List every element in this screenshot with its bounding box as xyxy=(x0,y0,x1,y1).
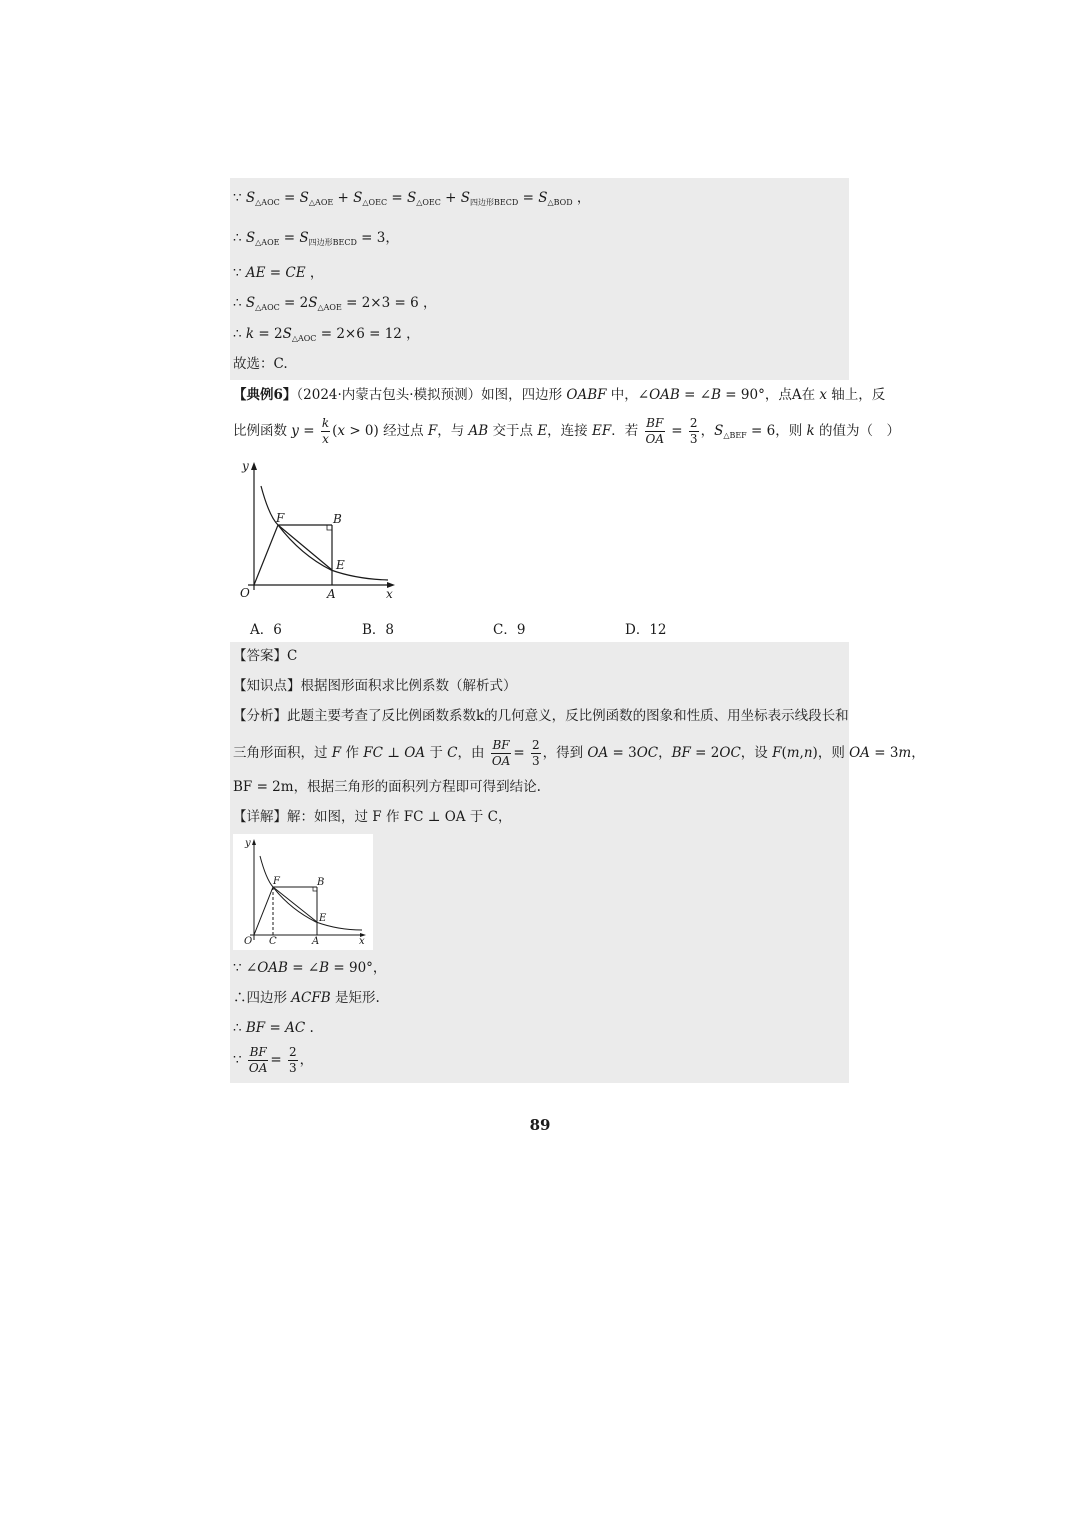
fig2-segment-FE xyxy=(273,887,317,922)
knowledge-line xyxy=(233,676,517,696)
fig1-segment-FE xyxy=(278,525,332,570)
fig2-label-C: C xyxy=(269,936,277,947)
analysis-line1 xyxy=(233,706,849,726)
detail-line xyxy=(233,807,511,827)
fig2-curve xyxy=(260,856,362,930)
page-number: 89 xyxy=(529,1116,551,1134)
fig2-label-O: O xyxy=(244,936,253,947)
question-line1: 【典例6】（2024·内蒙古包头·模拟预测）如图，四边形 OABF 中，∠OAB = ∠B = 90°，点A在 x 轴上，反 xyxy=(233,387,886,403)
fig1-segment-OF xyxy=(254,525,278,585)
figure-2 xyxy=(238,836,370,948)
fig2-segment-OF xyxy=(254,887,273,935)
fig2-label-y: y xyxy=(245,838,251,849)
fig1-right-angle-B xyxy=(327,525,332,530)
knowledge-text: 【知识点】根据图形面积求比例系数（解析式） xyxy=(233,678,517,694)
fig1-label-O: O xyxy=(240,586,250,600)
analysis-line3-text: BF = 2m，根据三角形的面积列方程即可得到结论. xyxy=(233,779,541,795)
choice-c[interactable]: C．9 xyxy=(493,622,526,638)
block1-line4: ∴ $S_{\triangle AOC} = 2S_{\triangle AOE} = 2\times 3 = 6$ ， xyxy=(233,295,437,312)
detail-line4: ∵ $\frac{BF}{OA}$ = $\frac{2}{3}$ ， xyxy=(233,1045,314,1075)
fig2-label-A: A xyxy=(312,936,320,947)
detail-line1: ∵ ∠OAB = ∠B = 90°， xyxy=(233,960,387,976)
fig1-y-arrow xyxy=(251,462,257,470)
fig2-label-F: F xyxy=(273,876,280,887)
block1-line2: ∴ $S_{\triangle AOE} = S_{四边形BECD} = 3$， xyxy=(233,230,399,247)
answer-text: 【答案】C xyxy=(233,648,298,664)
question-line2: 比例函数 y = $\frac{k}{x}$ (x > 0) 经过点 F，与 AB 交于点 E，连接 EF．若 $\frac{BF}{OA}$ = $\frac{2}{3}$ ，$S_{\triangle BEF} = 6$，则 k 的值为（ ） xyxy=(233,416,900,446)
fig1-label-F: F xyxy=(276,511,285,525)
fig1-label-A: A xyxy=(327,587,336,601)
choice-d[interactable]: D．12 xyxy=(625,622,667,638)
figure-1 xyxy=(236,458,401,603)
fig1-label-E: E xyxy=(336,558,345,572)
block1-line3: ∵ AE = CE ， xyxy=(233,265,324,281)
fig1-label-y: y xyxy=(242,459,249,473)
choice-b[interactable]: B．8 xyxy=(362,622,395,638)
analysis-line3 xyxy=(233,777,541,797)
block1-line6: 故选：C. xyxy=(233,356,288,372)
analysis-line1-text: 【分析】此题主要考查了反比例函数系数k的几何意义，反比例函数的图象和性质、用坐标表示线段长和 xyxy=(233,708,849,724)
analysis-line2: 三角形面积，过 F 作 FC ⊥ OA 于 C，由 $\frac{BF}{OA}$ = $\frac{2}{3}$ ，得到 OA = 3OC，BF = 2OC，设 F(m,n)，则 OA = 3m， xyxy=(233,738,925,768)
fig1-label-B: B xyxy=(333,512,342,526)
fig2-label-E: E xyxy=(319,913,327,924)
fig1-curve xyxy=(261,486,388,580)
block1-line5: ∴ $k = 2S_{\triangle AOC} = 2\times 6 = 12$ ， xyxy=(233,326,420,343)
block1-line1: ∵ $S_{\triangle AOC} = S_{\triangle AOE} + S_{\triangle OEC} = S_{\triangle OEC} + S_{四边形BECD} = S_{\triangle BOD}$ ， xyxy=(233,190,591,207)
fig2-label-x: x xyxy=(359,936,365,947)
detail-text: 【详解】解：如图，过 F 作 FC ⊥ OA 于 C， xyxy=(233,809,512,825)
answer-line xyxy=(233,646,297,666)
detail-line3: ∴ BF = AC . xyxy=(233,1020,314,1036)
choice-a[interactable]: A．6 xyxy=(250,622,282,638)
fig2-label-B: B xyxy=(317,877,325,888)
detail-line2: ∴四边形 ACFB 是矩形. xyxy=(233,990,380,1006)
fig2-y-arrow xyxy=(252,839,256,845)
fig1-label-x: x xyxy=(386,587,393,601)
